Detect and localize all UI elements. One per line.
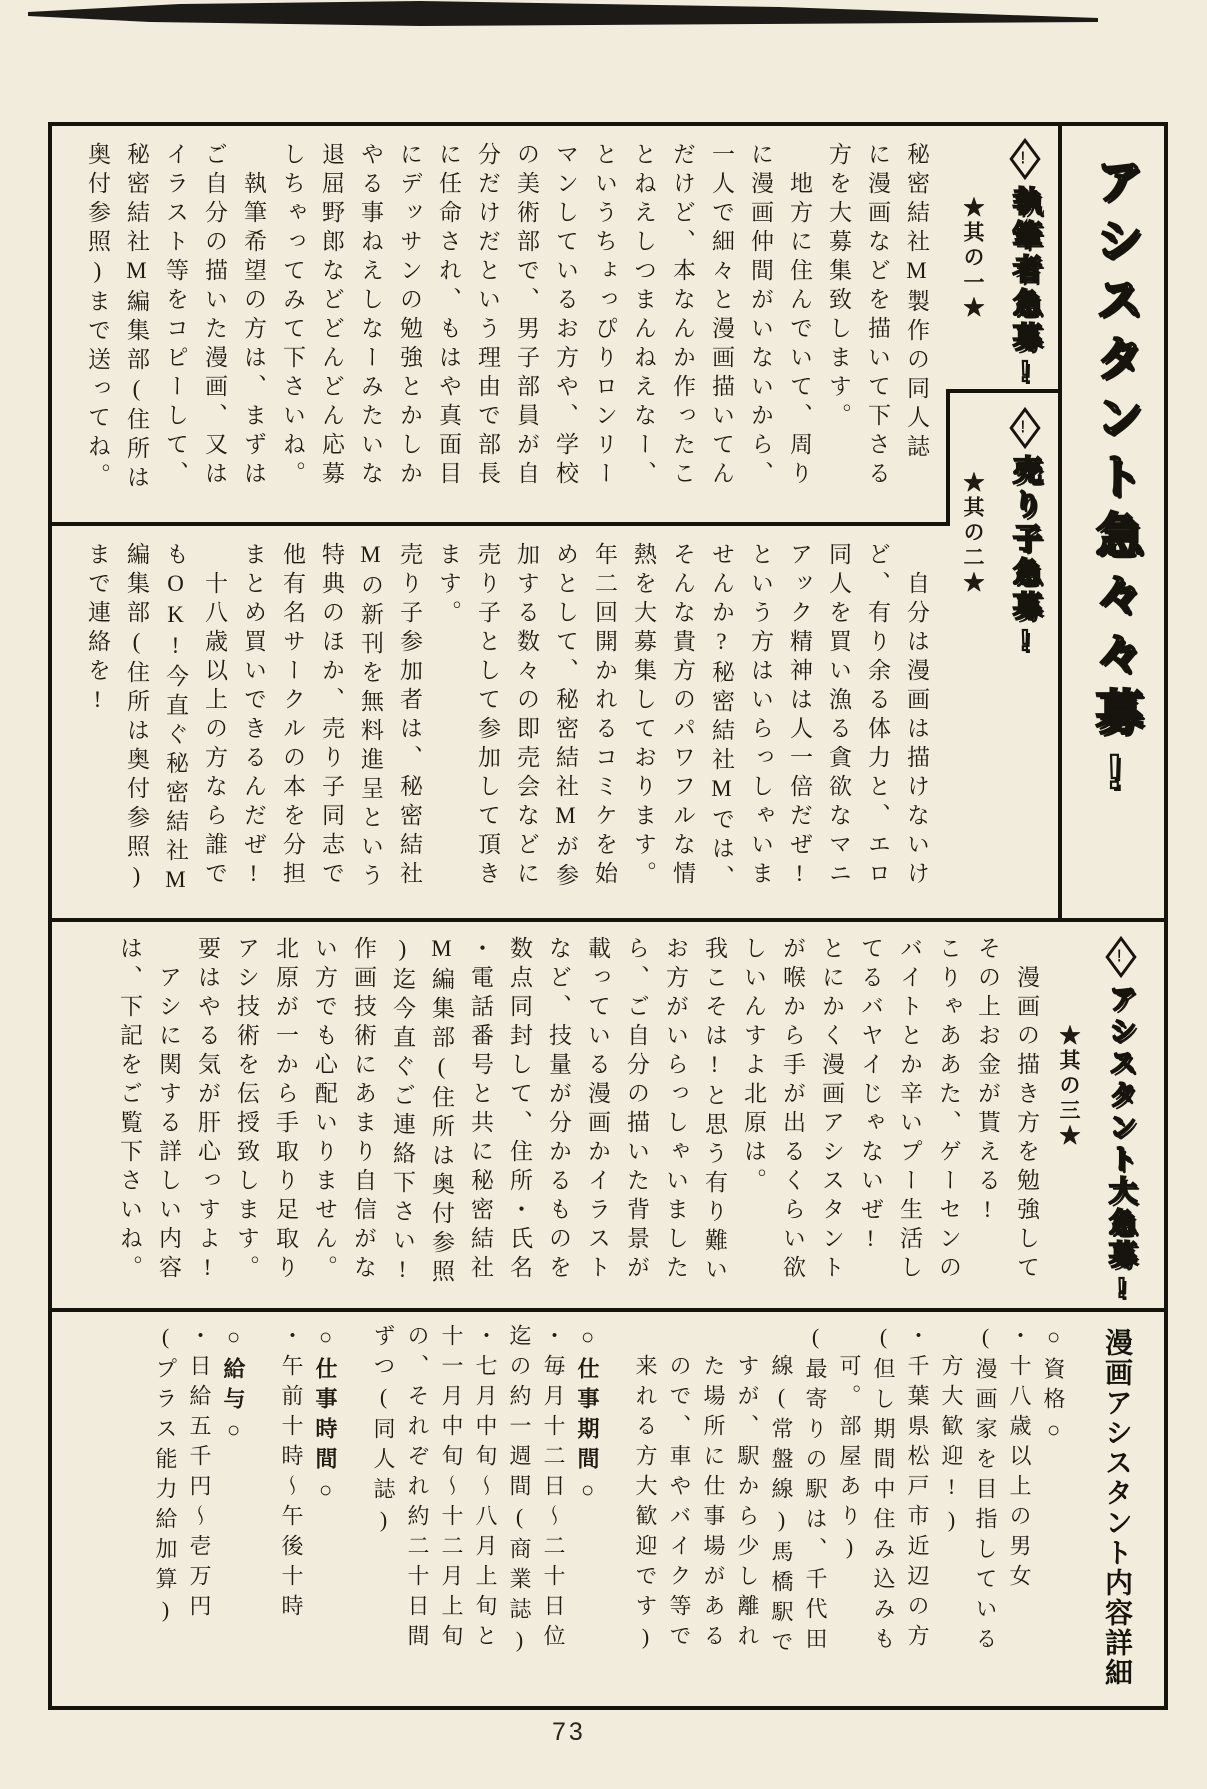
text-column: に漫画などを描いて下さる [865,142,890,490]
text-column: めとして、秘密結社Mが参 [553,542,578,892]
diamond-exclamation-text: ! [1020,148,1030,169]
text-column: 執筆希望の方は、まずは [241,142,266,490]
text-column: ら、ご自分の描いた背景が [624,936,649,1284]
text-column: お方がいらっしゃいました [663,936,688,1284]
text-column: など、技量が分かるものを [546,936,571,1284]
text-column: 特典のほか、売り子同志で [319,542,344,890]
text-column: は、下記をご覧下さいね。 [117,936,142,1284]
text-column: 作画技術にあまり自信がな [351,936,376,1284]
text-column: 他有名サークルの本を分担 [280,542,305,890]
text-column: 一人で細々と漫画描いてん [709,142,734,490]
text-column: ・電話番号と共に秘密結社 [468,936,493,1284]
section-details [52,1312,1164,1706]
banner-strip [1058,126,1164,918]
text-column: 要はやる気が肝心っすよ! [195,936,220,1286]
text-column: アシに関する詳しい内容 [156,936,181,1284]
text-column: ・七月中旬〜八月上旬と [473,1324,498,1654]
text-column: アック精神は人一倍だぜ! [787,542,812,892]
text-column: だけど、本なんか作ったこ [670,142,695,490]
text-column: というちょっぴりロンリー [592,142,617,490]
page-number: 73 [552,1718,586,1746]
text-column: アシ技術を伝授致します。 [234,936,259,1284]
text-column: にデッサンの勉強とかしか [397,142,422,490]
text-column: まとめ買いできるんだぜ! [241,542,266,892]
text-column: ○資格○ [1041,1324,1066,1450]
text-column: ます。 [436,542,461,629]
text-column: 十八歳以上の方なら誰で [202,542,227,890]
text-column: が喉から手が出るくらい欲 [780,936,805,1284]
text-column: てるバヤイじゃないぜ! [858,936,883,1257]
text-column: もOK!今直ぐ秘密結社M [163,542,188,898]
page-frame [48,122,1168,1710]
text-column: とねえしつまんねえなー、 [631,142,656,490]
text-column: 載っている漫画かイラスト [585,936,610,1284]
text-column: ○給与○ [221,1324,246,1450]
text-column: 奥付参照)まで送ってね。 [85,142,110,492]
text-column: イラスト等をコピーして、 [163,142,188,490]
text-column: (漫画家を目指している [973,1324,998,1657]
section-writers-header [946,126,1058,393]
text-column: すが、駅から少し離れ [735,1324,760,1654]
text-column: とにかく漫画アシスタント [819,936,844,1284]
section-assistants [52,918,1164,1312]
text-column: ずつ(同人誌) [371,1324,396,1540]
section-assistants-heading-text: アシスタント大急募! [1106,984,1137,1307]
diamond-exclamation-text: ! [1020,417,1030,438]
text-column: ど、有り余る体力と、エロ [865,542,890,890]
scan-artifact [0,0,1207,40]
text-column: (但し期間中住み込みも [871,1324,896,1657]
text-column: という方はいらっしゃいま [748,542,773,890]
diamond-exclamation-text: ! [1117,946,1125,967]
section-sellers-body [52,526,946,918]
text-column: に漫画仲間がいないから、 [748,142,773,490]
section-writers-subheading: ★其の一★ [961,196,984,321]
text-column: 方大歓迎!) [939,1324,964,1540]
text-column: 編集部(住所は奥付参照) [124,542,149,894]
text-column: に任命され、もはや真面目 [436,142,461,490]
text-column: 加する数々の即売会などに [514,542,539,890]
text-column: 地方に住んでいて、周り [787,142,812,490]
text-column: ・十八歳以上の男女 [1007,1324,1032,1594]
text-column: 可。部屋あり) [837,1324,862,1567]
text-column: ○仕事時間○ [313,1324,338,1510]
text-column: 売り子として参加して頂き [475,542,500,890]
text-column: 同人を買い漁る貪欲なマニ [826,542,851,890]
text-column: (プラス能力給加算) [153,1324,178,1630]
page-title: アシスタント急々々募! [1088,156,1141,810]
text-column: た場所に仕事場がある [701,1324,726,1654]
section-sellers-heading-text: 売り子急募! [1009,455,1041,662]
text-column: まで連絡を! [85,542,110,718]
text-column: M編集部(住所は奥付参照 [429,936,454,1288]
text-column: 熱を大募集しております。 [631,542,656,890]
text-column: しちゃってみて下さいね。 [280,142,305,490]
text-column: の美術部で、男子部員が自 [514,142,539,490]
section-details-title: 漫画アシスタント内容詳細 [1102,1328,1133,1688]
text-column: 方を大募集致します。 [826,142,851,432]
text-column: 秘密結社M編集部(住所は [124,142,149,494]
section-writers-heading [998,138,1052,393]
section-assistants-subheading: ★其の三★ [1057,1024,1080,1149]
text-column: ○仕事期間○ [575,1324,600,1510]
text-column: こりゃああた、ゲーセンの [936,936,961,1284]
text-column: ・日給五千円〜壱万円 [187,1324,212,1624]
text-column: その上お金が貰える! [975,936,1000,1228]
text-column: 売り子参加者は、秘密結社 [397,542,422,890]
text-column: 分だけだという理由で部長 [475,142,500,490]
text-column: 退屈野郎などどんどん応募 [319,142,344,490]
text-column: しいんすよ北原は。 [741,936,766,1197]
text-column: ・毎月十二日〜二十日位 [541,1324,566,1654]
text-column: 秘密結社M製作の同人誌 [904,142,929,463]
text-column: 来れる方大歓迎です) [633,1324,658,1657]
text-column: ・千葉県松戸市近辺の方 [905,1324,930,1654]
text-column: せんか?秘密結社Mでは、 [709,542,734,894]
diamond-exclamation-icon [1105,936,1136,978]
text-column: (最寄りの駅は、千代田 [803,1324,828,1657]
text-column: 線(常盤線)馬橋駅で [769,1324,794,1660]
text-column: 迄の約一週間(商業誌) [507,1324,532,1660]
text-column: )迄今直ぐご連絡下さい! [390,936,415,1288]
section-sellers-heading [998,407,1052,918]
text-column: ・午前十時〜午後十時 [279,1324,304,1624]
text-column: 漫画の描き方を勉強して [1014,936,1039,1284]
text-column: 北原が一から手取り足取り [273,936,298,1284]
text-column: そんな貴方のパワフルな情 [670,542,695,890]
text-column: ご自分の描いた漫画、又は [202,142,227,490]
text-column: Mの新刊を無料進呈という [358,542,383,892]
text-column: 自分は漫画は描けないけ [904,542,929,890]
section-writers-body [52,126,946,526]
diamond-exclamation-icon [1009,407,1040,449]
diamond-exclamation-icon [1009,138,1040,180]
text-column: マンしているお方や、学校 [553,142,578,490]
text-column: の、それぞれ約二十日間 [405,1324,430,1654]
text-column: い方でも心配いりません。 [312,936,337,1284]
text-column: 数点同封して、住所・氏名 [507,936,532,1284]
text-column: 我こそは!と思う有り難い [702,936,727,1286]
text-column: 年二回開かれるコミケを始 [592,542,617,890]
section-sellers-subheading: ★其の二★ [961,471,984,596]
section-sellers-header [946,393,1058,918]
text-column: ので、車やバイク等で [667,1324,692,1654]
section-writers-heading-text: 執筆者急募! [1009,186,1041,393]
section-assistants-heading [1094,936,1148,1308]
text-column: 十一月中旬〜十二月上旬 [439,1324,464,1654]
text-column: バイトとか辛いプー生活し [897,936,922,1284]
text-column: やる事ねえしなーみたいな [358,142,383,490]
